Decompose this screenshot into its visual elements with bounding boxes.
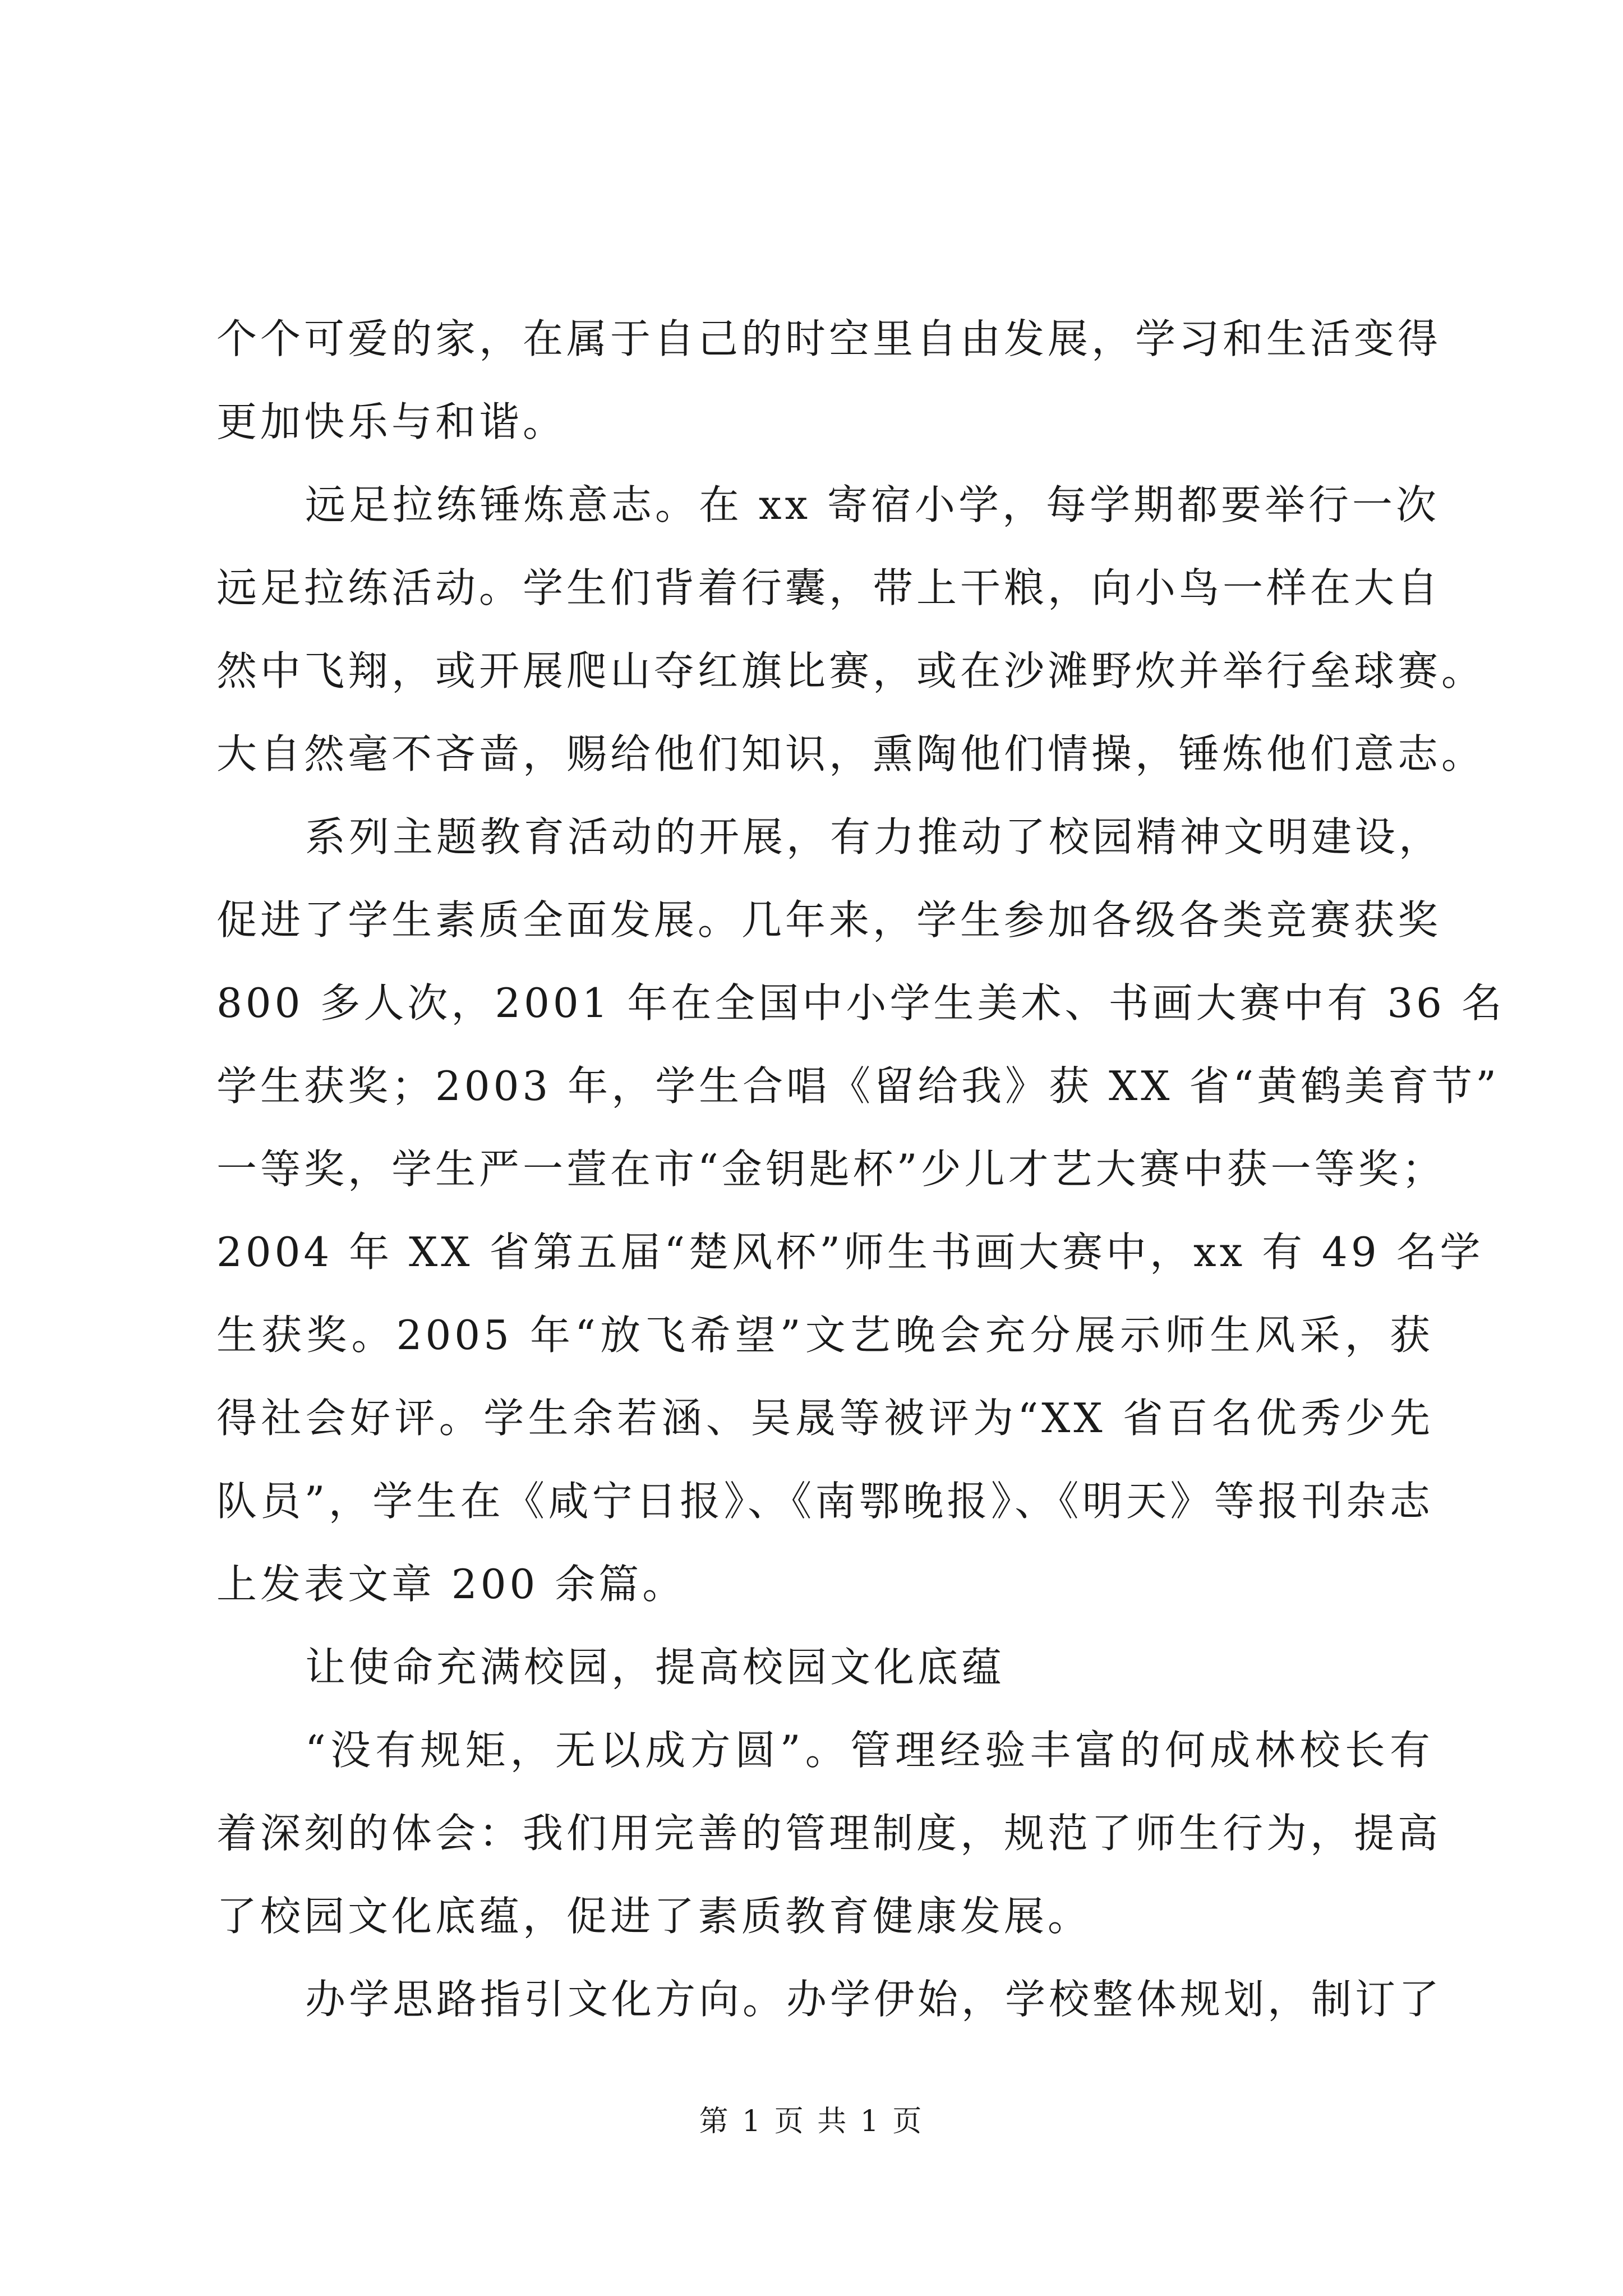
text-line: 更加快乐与和谐。 [216,398,567,445]
text-line: 生获奖。2005 年“放飞希望”文艺晚会充分展示师生风采，获 [216,1312,1433,1359]
text-line: 了校园文化底蕴，促进了素质教育健康发展。 [216,1893,1092,1940]
text-line: 学生获奖；2003 年，学生合唱《留给我》获 XX 省“黄鹤美育节” [216,1062,1500,1110]
text-line: 大自然毫不吝啬，赐给他们知识，熏陶他们情操，锤炼他们意志。 [216,730,1486,777]
text-line: 上发表文章 200 余篇。 [216,1561,686,1608]
paragraph-start-line: 办学思路指引文化方向。办学伊始，学校整体规划，制订了 [305,1976,1443,2023]
text-line: 800 多人次，2001 年在全国中小学生美术、书画大赛中有 36 名 [216,979,1505,1027]
body-text [216,297,1505,2041]
text-line: 然中飞翔，或开展爬山夺红旗比赛，或在沙滩野炊并举行垒球赛。 [216,647,1486,694]
text-line: 促进了学生素质全面发展。几年来，学生参加各级各类竞赛获奖 [216,896,1442,944]
text-line: 2004 年 XX 省第五届“楚风杯”师生书画大赛中，xx 有 49 名学 [216,1228,1484,1276]
paragraph-start-line: “没有规矩，无以成方圆”。管理经验丰富的何成林校长有 [305,1727,1433,1774]
page-number-footer: 第 1 页 共 1 页 [699,2105,924,2138]
section-heading: 让使命充满校园，提高校园文化底蕴 [305,1644,1006,1691]
text-line: 队员”，学生在《咸宁日报》、《南鄂晚报》、《明天》等报刊杂志 [216,1478,1433,1525]
paragraph-start-line: 系列主题教育活动的开展，有力推动了校园精神文明建设， [305,813,1443,861]
text-line: 一等奖，学生严一萱在市“金钥匙杯”少儿才艺大赛中获一等奖； [216,1145,1446,1193]
text-line: 远足拉练活动。学生们背着行囊，带上干粮，向小鸟一样在大自 [216,564,1442,611]
text-line: 个个可爱的家，在属于自己的时空里自由发展，学习和生活变得 [216,315,1442,362]
text-line: 得社会好评。学生余若涵、吴晟等被评为“XX 省百名优秀少先 [216,1395,1433,1442]
paragraph-start-line: 远足拉练锤炼意志。在 xx 寄宿小学，每学期都要举行一次 [305,481,1440,528]
text-line: 着深刻的体会：我们用完善的管理制度，规范了师生行为，提高 [216,1810,1442,1857]
